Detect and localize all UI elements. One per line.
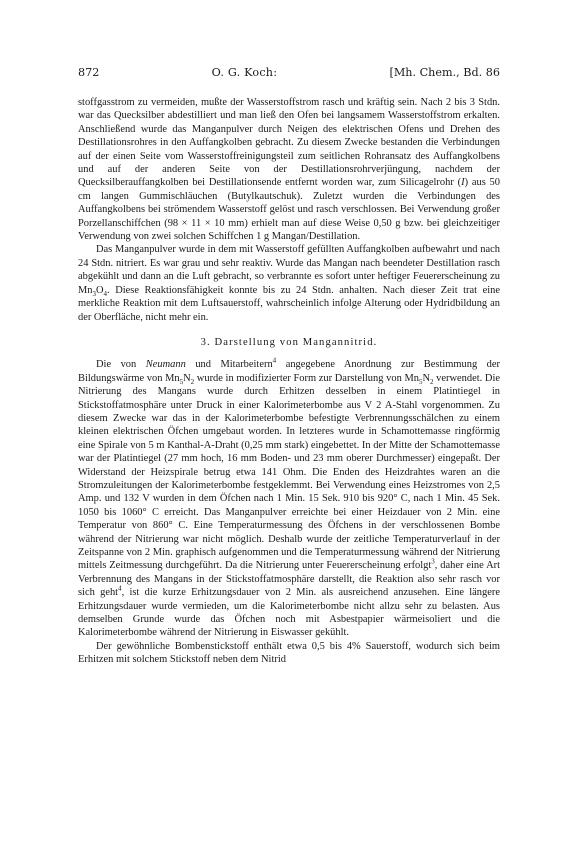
footnote-ref: 3	[431, 557, 435, 566]
reference-label: I	[461, 177, 465, 189]
paragraph-text: und Mitarbeitern	[185, 359, 273, 371]
subscript: 2	[190, 377, 195, 386]
paragraph-text: N	[422, 372, 431, 384]
subscript: 2	[430, 377, 434, 386]
paragraph-text: . Diese Reaktionsfähigkeit konnte bis zu 24 Stdn. anhalten. Nach dieser Zeit trat eine merkliche Reaktion mit dem Luftsauerstoff, wahrscheinlich infolge Alterung oder Hydridbildung an der Oberfläche, nicht mehr ein.	[78, 284, 500, 323]
article-body	[78, 96, 500, 667]
running-journal: [Mh. Chem., Bd. 86	[389, 66, 500, 79]
running-author: O. G. Koch:	[211, 66, 278, 79]
paragraph-text: Der gewöhnliche Bombenstickstoff enthält etwa 0,5 bis 4% Sauerstoff, wodurch sich beim Erhitzen mit solchem Stickstoff neben dem Nitrid	[78, 640, 500, 666]
paragraph-text: ) aus 50 cm langen Gummischläuchen (Butylkautschuk). Zuletzt wurden die Verbindungen des Auffangkolbens bei strömendem Wasserstoff gelöst und rasch verschlossen. Bei Verwendung großer Porzellanschiffchen (98 × 11 × 10 mm) erhielt man auf diese Weise 0,50 g bzw. bei gleichzeitiger Verwendung von zwei solchen Schiffchen 1 g Mangan/Destillation.	[78, 177, 500, 243]
subscript: 4	[103, 289, 108, 298]
paragraph	[78, 243, 500, 323]
paragraph-text: O	[96, 284, 104, 296]
section-heading: 3. Darstellung von Mangannitrid.	[200, 336, 378, 348]
subscript: 3	[92, 289, 96, 298]
paragraph-text: angegebene Anordnung zur Bestimmung der Bildungswärme von Mn	[78, 359, 501, 384]
paragraph-text: wurde in modifizierter Form zur Darstellung von Mn	[194, 372, 419, 384]
subscript: 5	[418, 377, 423, 386]
journal-page	[78, 66, 500, 667]
paragraph-text: Das Manganpulver wurde in dem mit Wasserstoff gefüllten Auffangkolben aufbewahrt und nach 24 Stdn. nitriert. Es war grau und sehr reaktiv. Wurde das Mangan nach beendeter Destillation rasch abgekühlt und dann an die Luft gebracht, so verbrannte es sofort unter heftiger Feuererscheinung zu Mn	[78, 244, 500, 296]
paragraph-text: , ist die kurze Erhitzungsdauer von 2 Min. als ausreichend anzusehen. Eine längere Erhitzungsdauer wurde vermieden, um die Kalorimeterbombe nicht allzu sehr zu belasten. Aus demselben Grunde wurde das Öfchen noch mit Asbestpapier wärmeisoliert und die Kalorimeterbombe während der Nitrierung in Eiswasser gekühlt.	[78, 587, 500, 639]
footnote-ref: 4	[272, 356, 277, 365]
paragraph-text: , daher eine Art Verbrennung des Mangans in der Stickstoffatmosphäre darstellt, die Reaktion also sehr rasch vor sich geht	[78, 560, 500, 599]
paragraph-text: Die von	[96, 359, 146, 371]
paragraph-text: stoffgasstrom zu vermeiden, mußte der Wasserstoffstrom rasch und kräftig sein. Nach 2 bis 3 Stdn. war das Quecksilber abdestilliert und man ließ den Ofen bei langsamem Wasserstoffstrom erkalten. Anschließend wurde das Manganpulver durch Neigen des elektrischen Ofens und Drehen des Destillationsrohres in den Auffangkolben gebracht. Zu diesem Zwecke bestanden die Verbindungen auf der einen Seite vom Wasserstoffreinigungsteil zum seitlichen Rohransatz des Auffangkolbens und auf der anderen Seite von der Destillationsrohrverjüngung, nachdem der Quecksilberauffangkolben bei Destillationsende entfernt worden war, zum Silicagelrohr (	[78, 97, 500, 189]
paragraph-text: verwendet. Die Nitrierung des Mangans wurde durch Erhitzen desselben in einem Platintiegel in Stickstoffatmosphäre unter Druck in einer Kalorimeterbombe aus V 2 A-Stahl vorgenommen. Zu diesem Zwecke war das in der Kalorimeterbombe befestigte Verbrennungsschälchen zu einem kleinen elektrischen Öfchen umgebaut worden. In letzteres wurde in Schamottemasse ringförmig eine Spirale von 5 m Kanthal-A-Draht (0,25 mm stark) eingebettet. In der Mitte der Schamottemasse war der Platintiegel (27 mm hoch, 16 mm Boden- und 23 mm oberer Durchmesser) eingepaßt. Der Widerstand der Heizspirale betrug etwa 141 Ohm. Die Enden des Heizdrahtes waren an die Stromzuleitungen der Kalorimeterbombe festgeklemmt. Bei Verwendung eines Heizstromes von 2,5 Amp. und 132 V wurden in dem Öfchen nach 1 Min. 15 Sek. 910 bis 920° C, nach 1 Min. 45 Sek. 1050 bis 1060° C erreicht. Das Manganpulver erreichte bei einer Heizdauer von 2 Min. eine Temperatur von 860° C. Eine Temperaturmessung des Öfchens in der verschlossenen Bombe während der Nitrierung war nicht möglich. Deshalb wurde der zeitliche Temperaturverlauf in der Zeitspanne von 2 Min. graphisch aufgenommen und die Temperaturmessung während der Nitrierung mittels Zeitmessung durchgeführt. Da die Nitrierung unter Feuererscheinung erfolgt	[78, 372, 500, 572]
footnote-ref: 4	[118, 584, 122, 593]
paragraph	[78, 96, 500, 243]
subscript: 5	[179, 377, 184, 386]
author-name: Neumann	[145, 359, 186, 371]
paragraph	[78, 358, 500, 640]
paragraph	[78, 640, 500, 667]
running-header	[78, 66, 500, 82]
paragraph-text: N	[183, 372, 191, 384]
page-number: 872	[78, 66, 100, 79]
